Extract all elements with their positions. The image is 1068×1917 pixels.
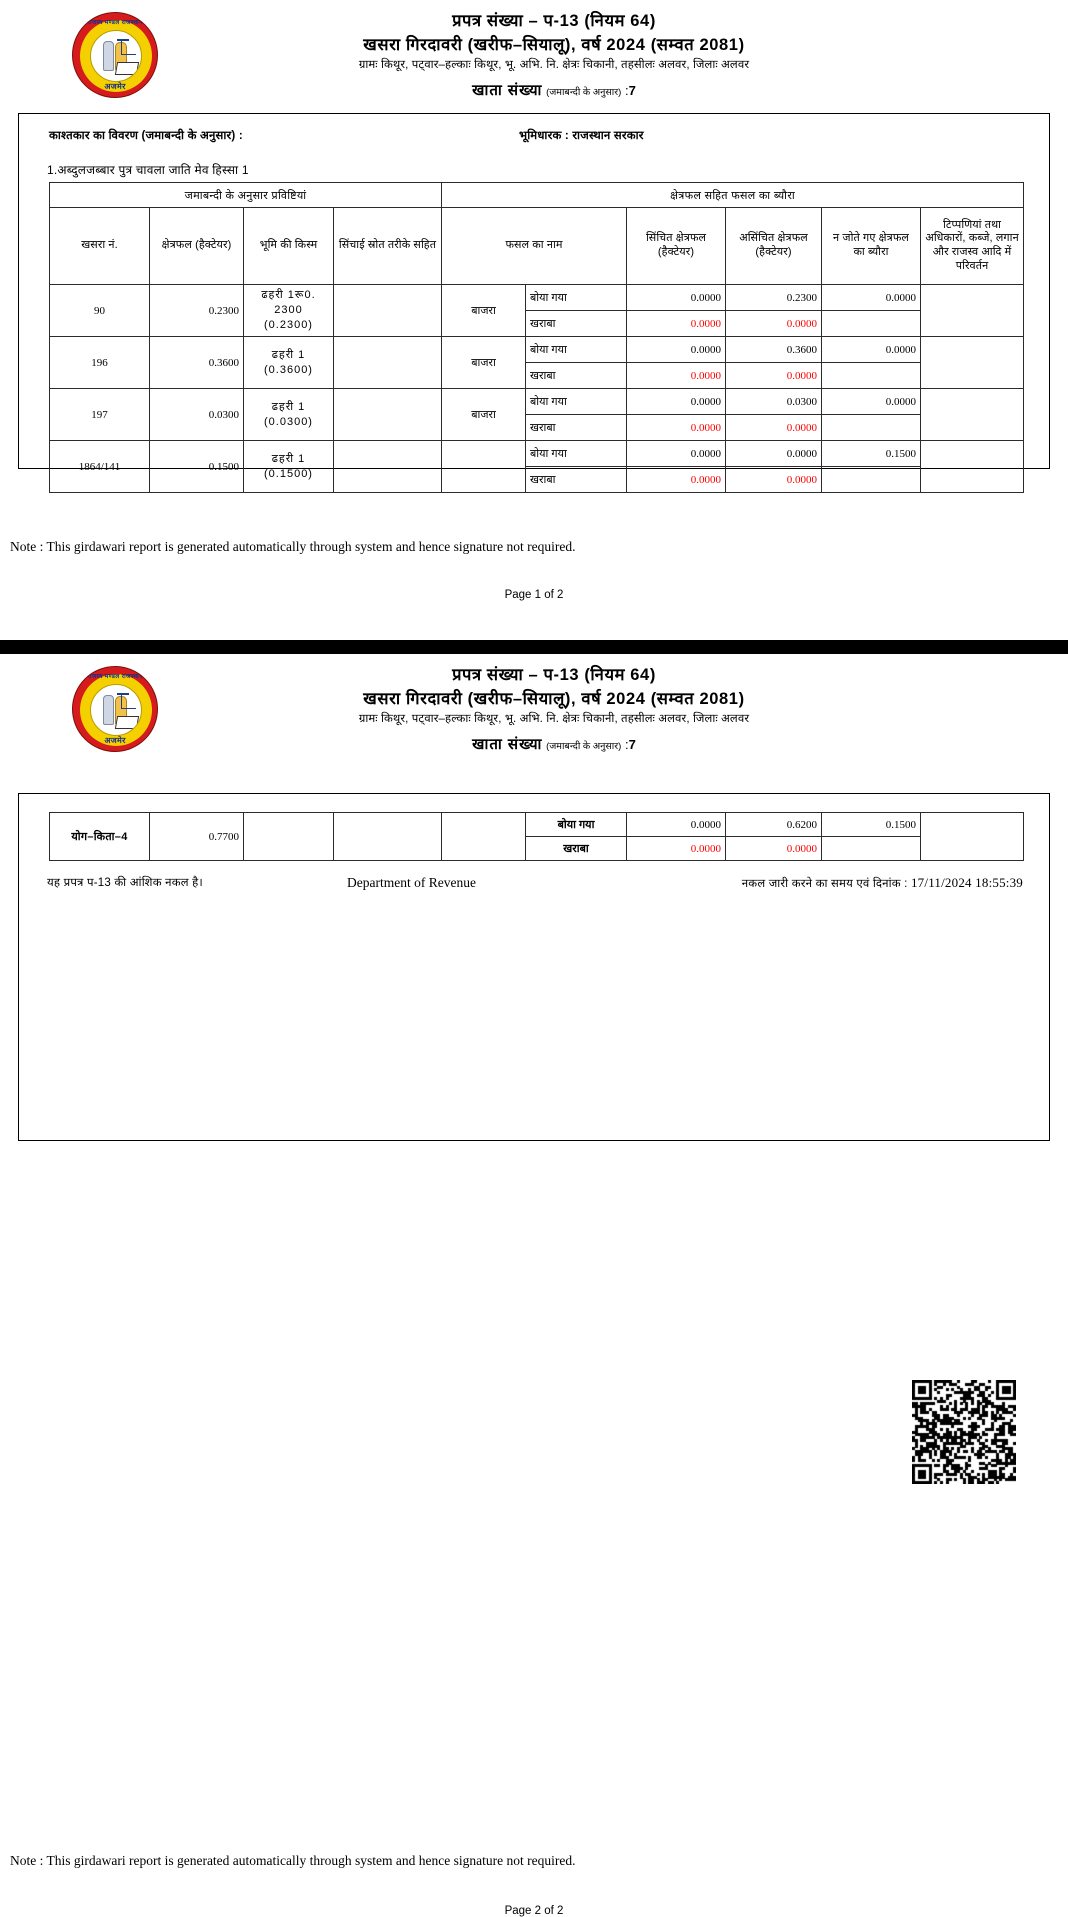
girdawari-table: [49, 182, 1024, 493]
cell-kharaba-unirrigated: 0.0000: [726, 415, 822, 441]
emblem-bottom-text: अजमेर: [104, 82, 126, 91]
partial-copy-note: यह प्रपत्र प-13 की आंशिक नकल है।: [47, 877, 203, 889]
column-header-area-hectare: क्षेत्रफल (हैक्टेयर): [150, 208, 244, 285]
khata-separator: :: [624, 736, 629, 752]
cell-sown-uncultivated: 0.0000: [822, 389, 921, 415]
emblem-book-icon: [115, 62, 139, 75]
landholder-label: भूमिधारक : राजस्थान सरकार: [519, 130, 644, 142]
cell-kharaba-label: खराबा: [526, 363, 627, 389]
cell-khasra-no: 1864/141: [50, 441, 150, 493]
page-number-page1: Page 1 of 2: [504, 589, 564, 601]
page-number-page2: Page 2 of 2: [504, 1905, 564, 1917]
column-header-irrigated-area: सिंचित क्षेत्रफल (हैक्टेयर): [627, 208, 726, 285]
column-header-unirrigated-area: असिंचित क्षेत्रफल (हैक्टेयर): [726, 208, 822, 285]
cell-khasra-no: 90: [50, 285, 150, 337]
emblem-bottom-text: अजमेर: [104, 736, 126, 745]
header-title-block-page2: [230, 664, 1068, 760]
total-summary-table: [49, 812, 1024, 861]
table-row: [50, 389, 1024, 415]
cultivator-details-label: काश्तकार का विवरण (जमाबन्दी के अनुसार) :: [49, 130, 243, 142]
emblem-balance-scale-icon: [121, 40, 136, 55]
cell-crop-name: बाजरा: [442, 389, 526, 441]
rajasthan-revenue-board-emblem-icon: [72, 666, 158, 752]
issue-datetime-block: [657, 875, 1023, 891]
cell-kharaba-irrigated: 0.0000: [627, 467, 726, 493]
department-label: Department of Revenue: [347, 875, 476, 890]
cell-sown-label: बोया गया: [526, 337, 627, 363]
land-type-line1: ढहरी 1रू0.: [261, 289, 316, 302]
info-row: [19, 114, 1049, 143]
document-header-page2: [0, 654, 1068, 760]
holder-name-line: 1.अब्दुलजब्बार पुत्र चावला जाति मेव हिस्सा 1: [47, 163, 249, 177]
cell-crop-name: [442, 441, 526, 493]
issue-datetime-value: 17/11/2024 18:55:39: [910, 875, 1023, 890]
cell-sown-irrigated: 0.0000: [627, 337, 726, 363]
revenue-footer: [47, 875, 1023, 891]
total-row-sown: [50, 813, 1024, 837]
cell-sown-uncultivated: 0.1500: [822, 441, 921, 467]
column-header-irrigation-source: सिंचाई स्रोत तरीके सहित: [334, 208, 442, 285]
khata-value: 7: [628, 82, 636, 98]
cell-land-type: [244, 285, 334, 337]
emblem-disc: [90, 684, 142, 736]
cell-kharaba-uncultivated: [822, 467, 921, 493]
cell-remarks: [921, 389, 1024, 441]
emblem-top-text: राजस्व मण्डल राजस्थान: [87, 674, 143, 680]
cell-area: 0.2300: [150, 285, 244, 337]
cell-irrigation-source: [334, 285, 442, 337]
land-type-line3: (0.1500): [264, 467, 313, 480]
land-type-line3: (0.2300): [264, 318, 313, 331]
girdawari-table-body: [50, 285, 1024, 493]
cell-total-area: 0.7700: [150, 813, 244, 861]
cell-kharaba-unirrigated: 0.0000: [726, 467, 822, 493]
cell-total-sown-unirrigated: 0.6200: [726, 813, 822, 837]
qr-code-icon: [912, 1380, 1016, 1484]
cell-total-sown-irrigated: 0.0000: [627, 813, 726, 837]
emblem-disc: [90, 30, 142, 82]
qr-code-container: [912, 1380, 1016, 1484]
header-title-block: [230, 10, 1068, 106]
cell-crop-name: बाजरा: [442, 337, 526, 389]
document-header-page1: [0, 0, 1068, 106]
column-header-remarks: टिप्पणियां तथा अधिकारों, कब्जे, लगान और राजस्व आदि में परिवर्तन: [921, 208, 1024, 285]
page-1: [0, 0, 1068, 640]
location-line: ग्रामः किथूर, पट्वार–हल्काः किथूर, भू. अभि. नि. क्षेत्रः चिकानी, तहसीलः अलवर, जिलाः अलवर: [358, 59, 750, 72]
form-number-title: प्रपत्र संख्या – प-13 (नियम 64): [452, 12, 656, 30]
cell-sown-label: बोया गया: [526, 441, 627, 467]
cell-khasra-no: 196: [50, 337, 150, 389]
khata-sublabel: (जमाबन्दी के अनुसार): [546, 86, 622, 98]
cell-kharaba-label: खराबा: [526, 311, 627, 337]
location-line: ग्रामः किथूर, पट्वार–हल्काः किथूर, भू. अभि. नि. क्षेत्रः चिकानी, तहसीलः अलवर, जिलाः अलवर: [358, 713, 750, 726]
issue-datetime-label: नकल जारी करने का समय एवं दिनांक :: [741, 878, 908, 890]
cell-area: 0.3600: [150, 337, 244, 389]
land-type-line3: (0.3600): [264, 363, 313, 376]
cell-kharaba-irrigated: 0.0000: [627, 363, 726, 389]
column-header-khasra-no: खसरा नं.: [50, 208, 150, 285]
table-row: [50, 337, 1024, 363]
note-text-page1: Note : This girdawari report is generated automatically through system and hence signature not required.: [10, 539, 576, 554]
khata-label: खाता संख्या: [472, 735, 543, 753]
cell-kharaba-irrigated: 0.0000: [627, 415, 726, 441]
cell-total-crop-name: [442, 813, 526, 861]
cell-sown-unirrigated: 0.3600: [726, 337, 822, 363]
khata-line: [230, 76, 878, 106]
group-header-crop-details: क्षेत्रफल सहित फसल का ब्यौरा: [442, 183, 1024, 208]
cell-remarks: [921, 285, 1024, 337]
report-title: खसरा गिरदावरी (खरीफ–सियालू), वर्ष 2024 (सम्वत 2081): [363, 35, 745, 54]
land-type-line1: ढहरी 1: [271, 348, 306, 361]
land-type-line1: ढहरी 1: [271, 452, 306, 465]
group-header-jamabandi: जमाबन्दी के अनुसार प्रविष्टियां: [50, 183, 442, 208]
emblem-figure-left-icon: [103, 695, 114, 725]
cell-remarks: [921, 441, 1024, 493]
emblem-top-text: राजस्व मण्डल राजस्थान: [87, 20, 143, 26]
cell-sown-unirrigated: 0.0000: [726, 441, 822, 467]
cell-irrigation-source: [334, 441, 442, 493]
rajasthan-revenue-board-emblem-icon: [72, 12, 158, 98]
khata-line: [230, 730, 878, 760]
form-number-title: प्रपत्र संख्या – प-13 (नियम 64): [452, 666, 656, 684]
cell-total-remarks: [921, 813, 1024, 861]
emblem-book-icon: [115, 716, 139, 729]
cell-kharaba-irrigated: 0.0000: [627, 311, 726, 337]
land-type-line2: 2300: [274, 304, 303, 317]
khata-value: 7: [628, 736, 636, 752]
main-content-box-page1: [18, 113, 1050, 486]
cell-irrigation-source: [334, 389, 442, 441]
cell-land-type: [244, 389, 334, 441]
cell-total-kharaba-uncultivated: [822, 837, 921, 861]
cell-irrigation-source: [334, 337, 442, 389]
cell-total-label: योग–किता–4: [50, 813, 150, 861]
cell-sown-unirrigated: 0.2300: [726, 285, 822, 311]
cell-kharaba-uncultivated: [822, 415, 921, 441]
page-separator: [0, 640, 1068, 654]
cell-crop-name: बाजरा: [442, 285, 526, 337]
column-header-uncultivated-area: न जोते गए क्षेत्रफल का ब्यौरा: [822, 208, 921, 285]
cell-sown-irrigated: 0.0000: [627, 389, 726, 415]
khata-label: खाता संख्या: [472, 81, 543, 99]
cell-total-kharaba-label: खराबा: [526, 837, 627, 861]
note-text-page2: Note : This girdawari report is generated automatically through system and hence signature not required.: [10, 1853, 576, 1868]
cell-sown-irrigated: 0.0000: [627, 441, 726, 467]
report-title: खसरा गिरदावरी (खरीफ–सियालू), वर्ष 2024 (सम्वत 2081): [363, 689, 745, 708]
cell-area: 0.0300: [150, 389, 244, 441]
cell-sown-label: बोया गया: [526, 389, 627, 415]
table-row: [50, 285, 1024, 311]
cell-sown-uncultivated: 0.0000: [822, 285, 921, 311]
cell-sown-uncultivated: 0.0000: [822, 337, 921, 363]
cell-khasra-no: 197: [50, 389, 150, 441]
column-header-crop-name: फसल का नाम: [442, 208, 627, 285]
emblem-container-page2: [0, 664, 230, 752]
cell-kharaba-unirrigated: 0.0000: [726, 363, 822, 389]
emblem-balance-scale-icon: [121, 694, 136, 709]
cell-kharaba-label: खराबा: [526, 467, 627, 493]
cell-kharaba-unirrigated: 0.0000: [726, 311, 822, 337]
emblem-container: [0, 10, 230, 98]
cell-kharaba-uncultivated: [822, 311, 921, 337]
page-2: [0, 654, 1068, 1917]
cell-sown-unirrigated: 0.0300: [726, 389, 822, 415]
land-type-line3: (0.0300): [264, 415, 313, 428]
cell-kharaba-uncultivated: [822, 363, 921, 389]
cell-remarks: [921, 337, 1024, 389]
cell-total-kharaba-irrigated: 0.0000: [627, 837, 726, 861]
column-header-land-type: भूमि की किस्म: [244, 208, 334, 285]
khata-separator: :: [624, 82, 629, 98]
table-column-header-row: [50, 208, 1024, 285]
cell-total-sown-uncultivated: 0.1500: [822, 813, 921, 837]
cell-land-type: [244, 441, 334, 493]
cell-land-type: [244, 337, 334, 389]
cell-total-land-type: [244, 813, 334, 861]
cell-total-kharaba-unirrigated: 0.0000: [726, 837, 822, 861]
table-row: [50, 441, 1024, 467]
main-content-box-page2: [18, 793, 1050, 1141]
cell-sown-irrigated: 0.0000: [627, 285, 726, 311]
cell-total-irrigation-source: [334, 813, 442, 861]
cell-area: 0.1500: [150, 441, 244, 493]
table-group-header-row: [50, 183, 1024, 208]
land-type-line1: ढहरी 1: [271, 400, 306, 413]
cell-sown-label: बोया गया: [526, 285, 627, 311]
khata-sublabel: (जमाबन्दी के अनुसार): [546, 740, 622, 752]
emblem-figure-left-icon: [103, 41, 114, 71]
cell-total-sown-label: बोया गया: [526, 813, 627, 837]
cell-kharaba-label: खराबा: [526, 415, 627, 441]
